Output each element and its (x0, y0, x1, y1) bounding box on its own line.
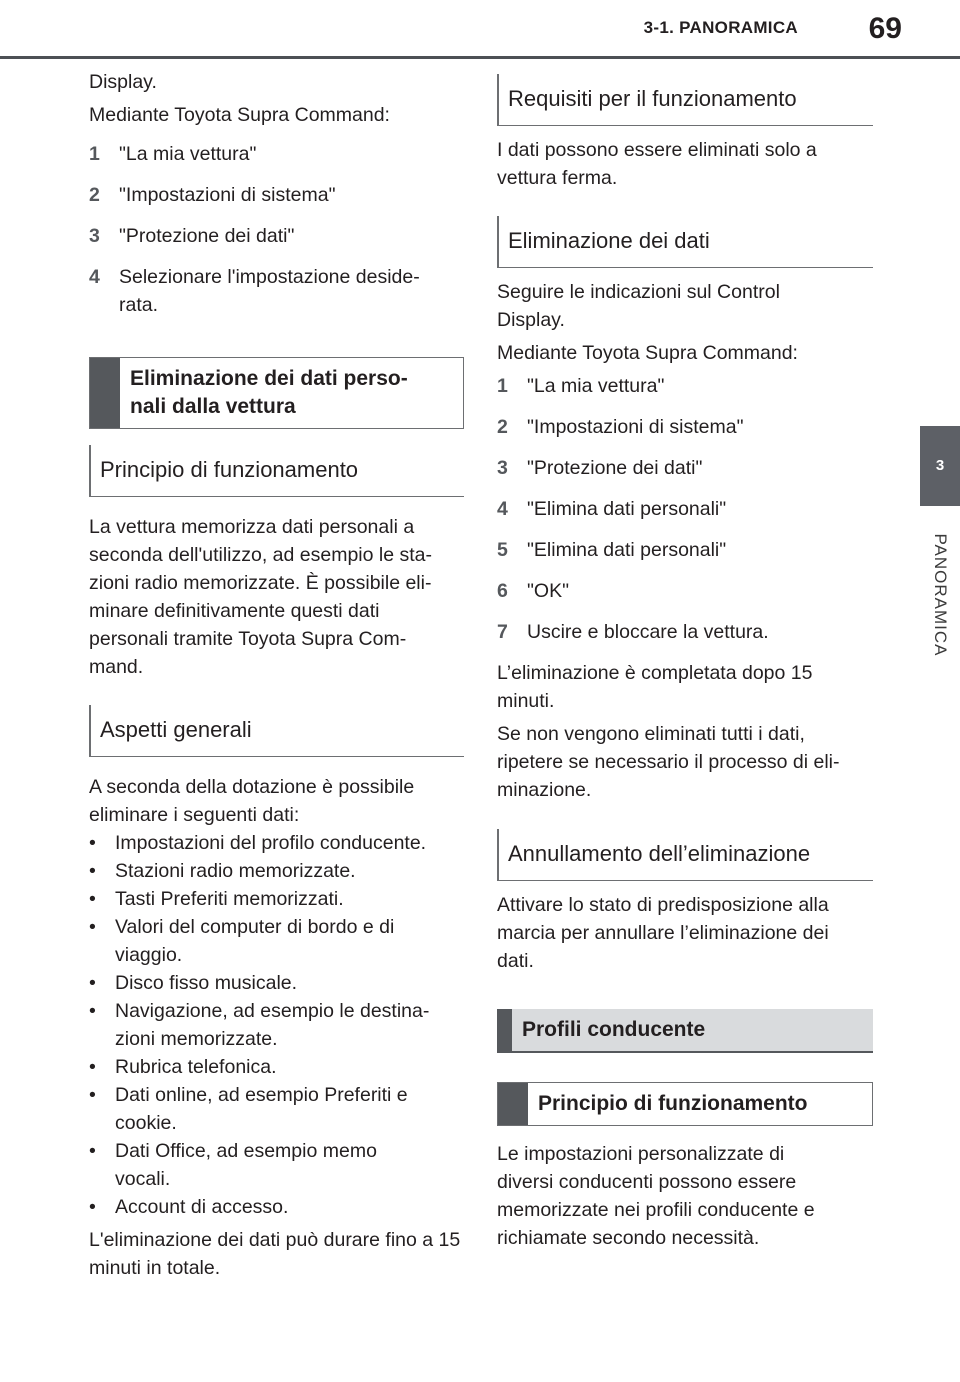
subsection-heading (89, 445, 464, 497)
paragraph: Se non vengono eliminati tutti i dati, ripetere se necessario il processo di eli-minazione. (497, 723, 840, 801)
subsection-heading (497, 829, 873, 881)
bullet-list (89, 829, 464, 1221)
paragraph: Mediante Toyota Supra Command: (497, 342, 798, 364)
step-item (89, 181, 464, 209)
heading-text: Annullamento dell’eliminazione (508, 841, 811, 866)
step-number: 3 (89, 225, 100, 247)
step-number: 6 (497, 580, 508, 602)
chapter-tab-label (920, 505, 960, 685)
step-text: "OK" (527, 580, 570, 602)
paragraph: L’eliminazione è completata dopo 15 minuti. (497, 662, 813, 712)
subsection-heading (497, 216, 873, 268)
chapter-label-text: PANORAMICA (931, 533, 950, 657)
step-number: 4 (89, 266, 100, 288)
step-item (497, 577, 873, 605)
heading-text: Eliminazione dei dati perso-nali dalla vettura (130, 367, 408, 418)
heading-bar (90, 358, 120, 428)
step-number: 5 (497, 539, 508, 561)
step-text: Uscire e bloccare la vettura. (527, 621, 769, 643)
step-text: "Impostazioni di sistema" (527, 416, 744, 438)
step-number: 4 (497, 498, 508, 520)
list-item: • Disco fisso musicale. (89, 969, 464, 997)
right-column (497, 74, 873, 1257)
list-item: • Account di accesso. (89, 1193, 464, 1221)
paragraph: Mediante Toyota Supra Command: (89, 104, 390, 126)
section-heading (497, 1082, 873, 1126)
step-item (89, 222, 464, 250)
step-text: Selezionare l'impostazione deside-rata. (119, 266, 420, 316)
list-item: • Dati online, ad esempio Preferiti e cookie. (89, 1081, 445, 1137)
step-text: "Protezione dei dati" (119, 225, 295, 247)
heading-text: Requisiti per il funzionamento (508, 86, 797, 111)
step-number: 3 (497, 457, 508, 479)
paragraph: I dati possono essere eliminati solo a vettura ferma. (497, 139, 817, 189)
paragraph: La vettura memorizza dati personali a seconda dell'utilizzo, ad esempio le sta-zioni radio memorizzate. È possibile eli-minare definitivamente questi dati personali tramite Toyota Supra Com-mand. (89, 516, 432, 678)
list-item: • Impostazioni del profilo conducente. (89, 829, 464, 857)
step-text: "Elimina dati personali" (527, 539, 727, 561)
paragraph: Display. (89, 71, 157, 93)
heading-text: Principio di funzionamento (100, 457, 359, 482)
subsection-heading (89, 705, 464, 757)
step-text: "Protezione dei dati" (527, 457, 703, 479)
step-text: "La mia vettura" (527, 375, 665, 397)
list-item: • Dati Office, ad esempio memo vocali. (89, 1137, 405, 1193)
list-item: • Rubrica telefonica. (89, 1053, 464, 1081)
step-item (497, 618, 873, 646)
heading-bar (497, 1009, 512, 1051)
chapter-tab[interactable]: 3 (920, 426, 960, 506)
heading-text: Profili conducente (522, 1018, 706, 1041)
list-item: • Valori del computer di bordo e di viaggio. (89, 913, 425, 969)
header-rule (0, 56, 960, 59)
paragraph: L'eliminazione dei dati può durare fino a 15 minuti in totale. (89, 1229, 461, 1279)
step-number: 1 (89, 143, 100, 165)
paragraph: A seconda della dotazione è possibile eliminare i seguenti dati: (89, 776, 415, 826)
step-item (497, 413, 873, 441)
page-number: 69 (868, 12, 902, 45)
step-text: "Elimina dati personali" (527, 498, 727, 520)
step-item (497, 495, 873, 523)
step-item (89, 263, 464, 319)
subsection-heading (497, 74, 873, 126)
step-number: 1 (497, 375, 508, 397)
section-title: 3-1. PANORAMICA (643, 18, 798, 37)
heading-text: Aspetti generali (100, 717, 252, 742)
list-item: • Navigazione, ad esempio le destina-zioni memorizzate. (89, 997, 455, 1053)
section-heading (89, 357, 464, 429)
heading-bar (498, 1083, 528, 1125)
step-number: 2 (89, 184, 100, 206)
list-item: • Stazioni radio memorizzate. (89, 857, 464, 885)
step-text: "La mia vettura" (119, 143, 257, 165)
step-item (497, 372, 873, 400)
heading-text: Eliminazione dei dati (508, 228, 710, 253)
step-text: "Impostazioni di sistema" (119, 184, 336, 206)
section-heading (497, 1009, 873, 1053)
step-item (497, 454, 873, 482)
left-column (89, 68, 464, 1287)
heading-text: Principio di funzionamento (538, 1092, 808, 1115)
step-item (497, 536, 873, 564)
step-item (89, 140, 464, 168)
step-number: 2 (497, 416, 508, 438)
list-item: • Tasti Preferiti memorizzati. (89, 885, 464, 913)
paragraph: Attivare lo stato di predisposizione alla marcia per annullare l’eliminazione dei dati. (497, 894, 829, 972)
paragraph: Le impostazioni personalizzate di diversi conducenti possono essere memorizzate nei profili conducente e richiamate secondo necessità. (497, 1143, 815, 1249)
step-number: 7 (497, 621, 508, 643)
paragraph: Seguire le indicazioni sul Control Display. (497, 281, 780, 331)
